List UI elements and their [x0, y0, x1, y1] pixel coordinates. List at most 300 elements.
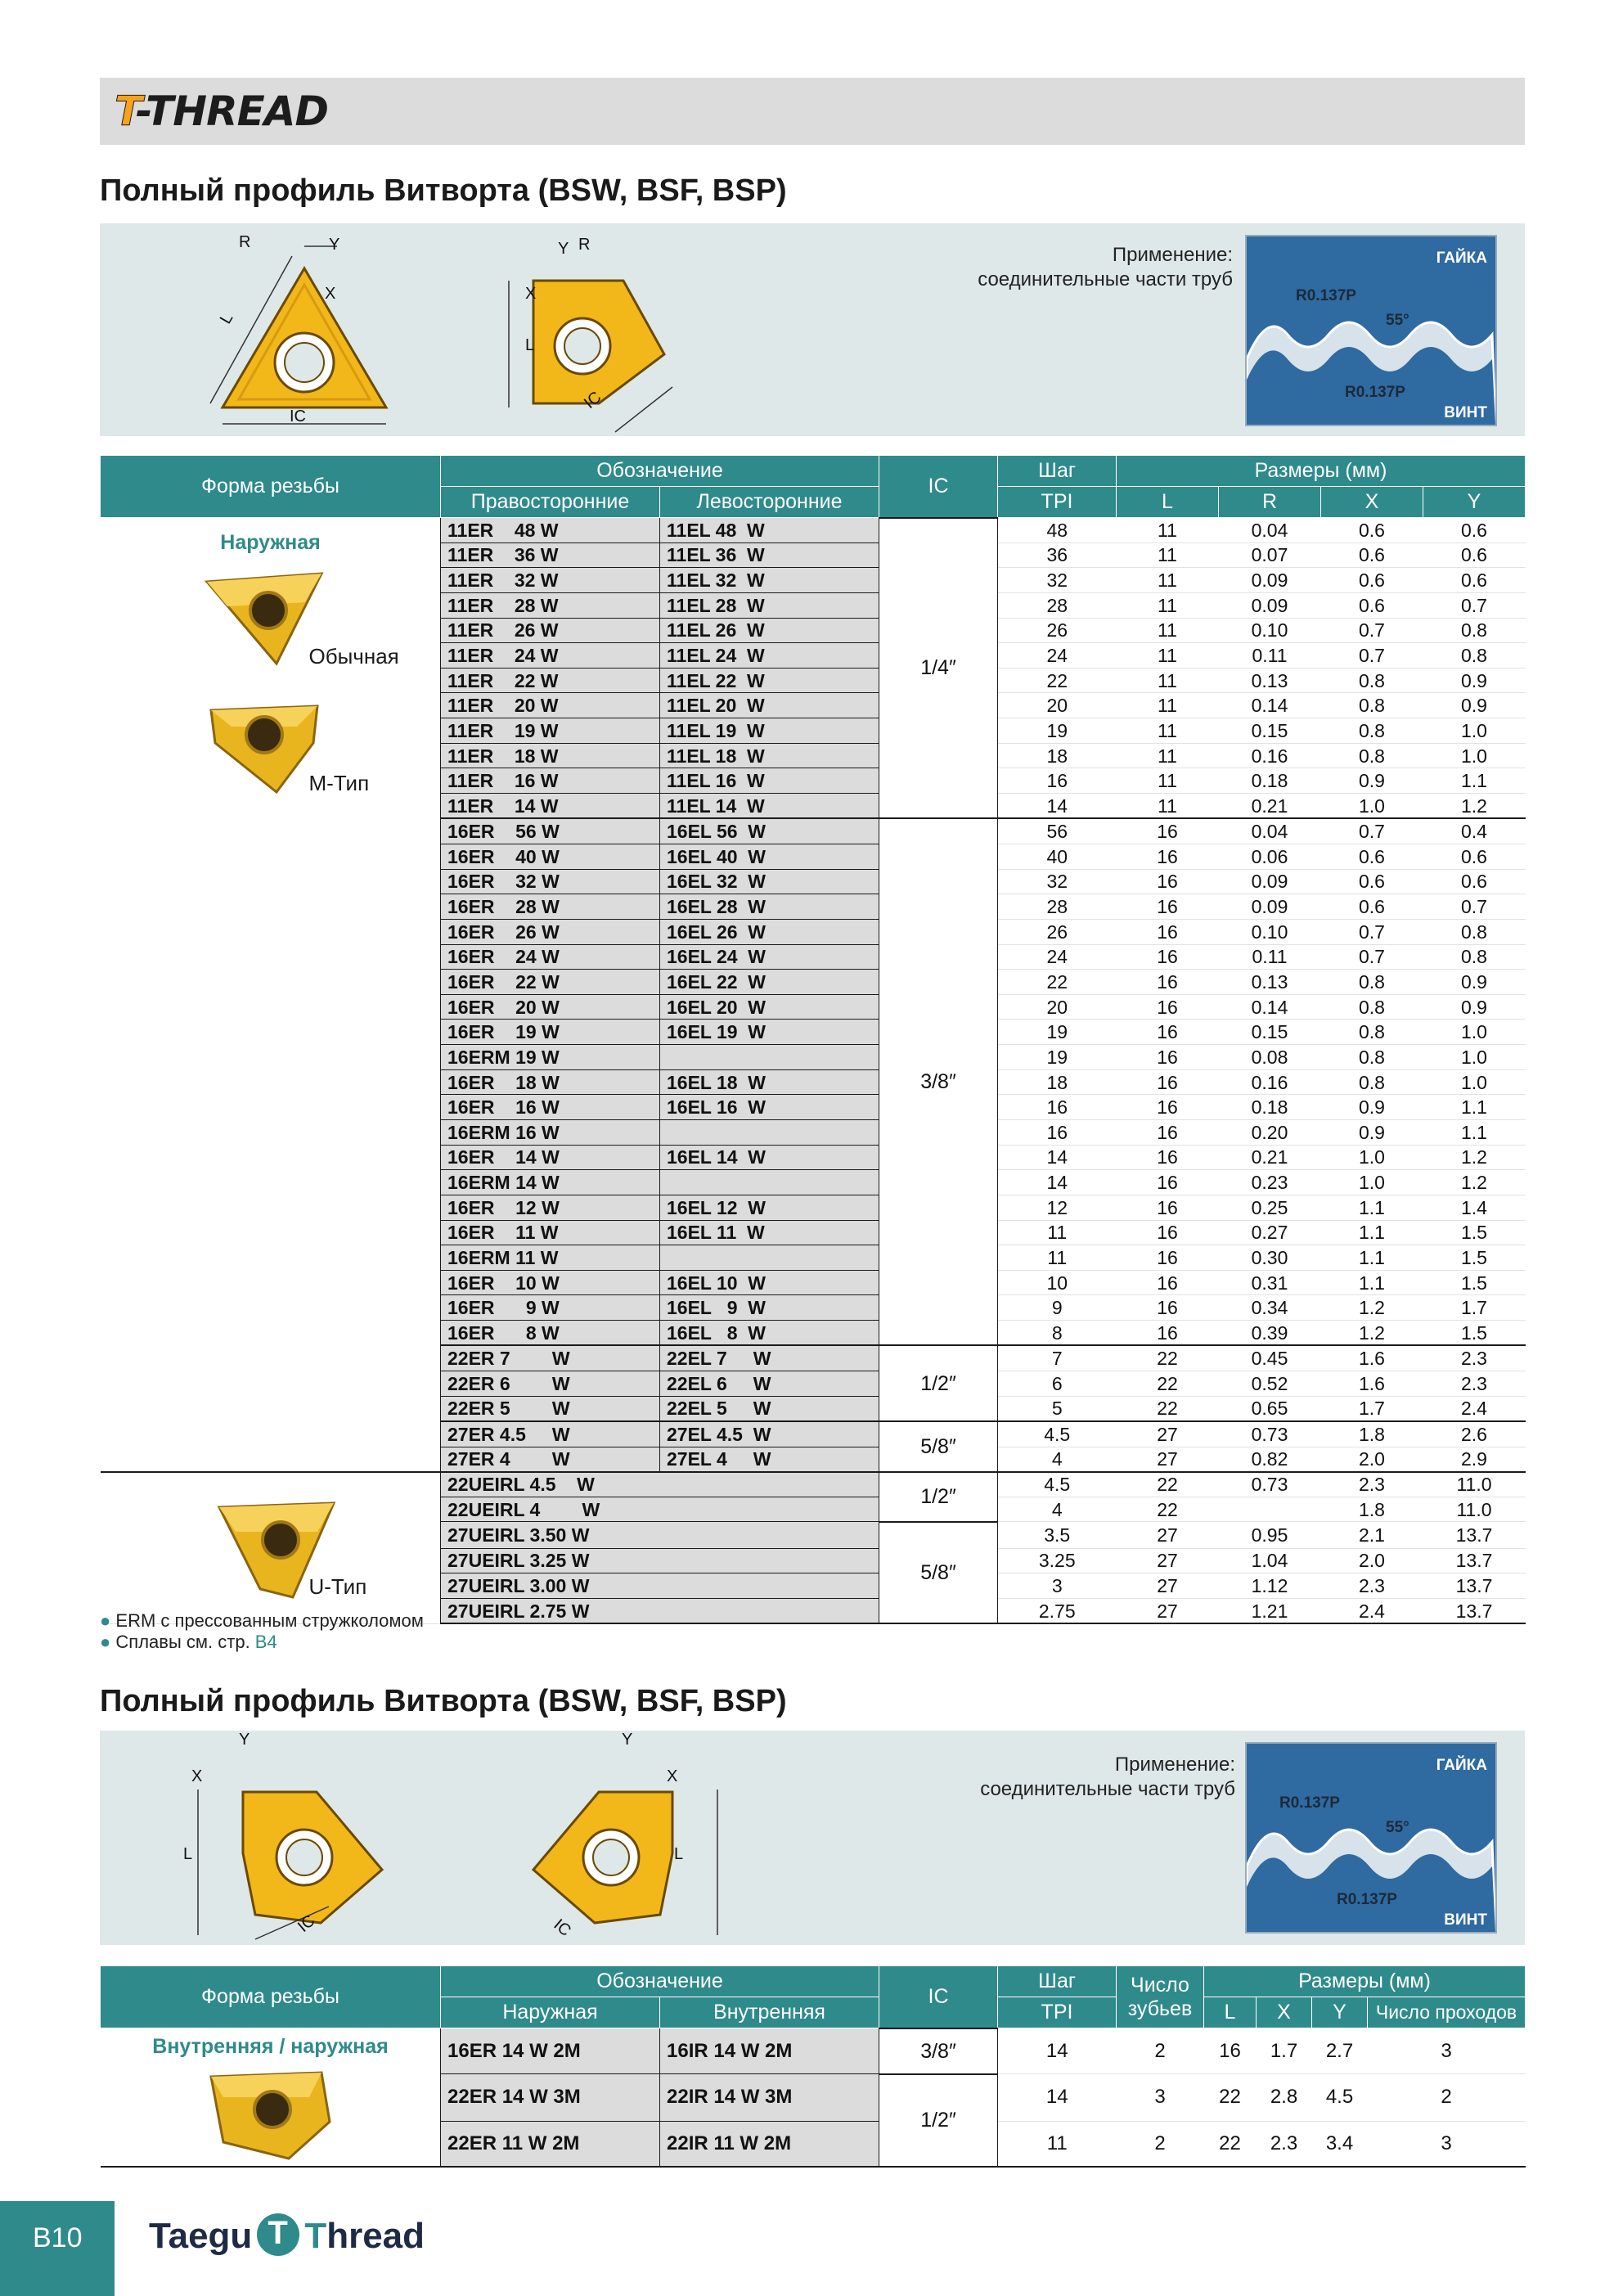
- code-u: 27UEIRL 3.00 W: [441, 1573, 879, 1599]
- code-left: 16EL 20 W: [660, 994, 879, 1020]
- value-cell: 16: [1117, 1170, 1219, 1195]
- profile-angle-2: 55°: [1386, 1819, 1409, 1836]
- code-right: 27ER 4.5 W: [441, 1421, 660, 1447]
- value-cell: 0.6: [1423, 844, 1526, 869]
- profile-radius-bottom-2: R0.137P: [1337, 1891, 1397, 1908]
- code-right: 16ER 12 W: [441, 1195, 660, 1220]
- value-cell: 0.9: [1423, 693, 1526, 718]
- code-right: 16ERM 16 W: [441, 1119, 660, 1145]
- value-cell: 0.23: [1219, 1170, 1321, 1195]
- value-cell: 3: [1117, 2074, 1204, 2122]
- code-right: 16ER 56 W: [441, 818, 660, 844]
- type-regular-label: Обычная: [308, 644, 399, 669]
- code-right: 11ER 28 W: [441, 592, 660, 618]
- label-x-4: X: [667, 1767, 678, 1785]
- value-cell: 1.6: [1321, 1371, 1423, 1397]
- value-cell: 11: [998, 2121, 1117, 2167]
- ic-cell: 5/8″: [879, 1421, 998, 1472]
- th-x: X: [1321, 487, 1423, 518]
- value-cell: 16: [998, 1095, 1117, 1120]
- value-cell: 11: [1117, 794, 1219, 819]
- code-external: 16ER 14 W 2M: [441, 2028, 660, 2074]
- value-cell: 0.7: [1423, 592, 1526, 618]
- value-cell: 13.7: [1423, 1573, 1526, 1599]
- code-left: 16EL 18 W: [660, 1069, 879, 1095]
- code-right: 11ER 18 W: [441, 743, 660, 768]
- code-left: 22EL 7 W: [660, 1345, 879, 1371]
- value-cell: 1.2: [1423, 1145, 1526, 1170]
- value-cell: 0.7: [1423, 894, 1526, 920]
- thread-form-external: [101, 518, 441, 1472]
- value-cell: 1.4: [1423, 1195, 1526, 1220]
- value-cell: 11.0: [1423, 1497, 1526, 1522]
- th-l: L: [1117, 487, 1219, 518]
- code-left: 11EL 16 W: [660, 768, 879, 794]
- value-cell: 1.5: [1423, 1321, 1526, 1346]
- value-cell: 1.2: [1423, 1170, 1526, 1195]
- value-cell: 0.10: [1219, 618, 1321, 643]
- th-form: Форма резьбы: [101, 456, 441, 518]
- code-left: 16EL 24 W: [660, 944, 879, 970]
- code-left: 16EL 19 W: [660, 1020, 879, 1045]
- value-cell: 4.5: [998, 1472, 1117, 1497]
- value-cell: 3: [1368, 2121, 1526, 2167]
- code-right: 16ER 8 W: [441, 1321, 660, 1346]
- value-cell: 0.04: [1219, 518, 1321, 543]
- th-y: Y: [1423, 487, 1526, 518]
- code-right: 16ER 16 W: [441, 1095, 660, 1120]
- label-l-3: L: [183, 1845, 193, 1863]
- multi-type-label: Внутренняя / наружная: [152, 2035, 389, 2058]
- value-cell: 16: [1117, 1119, 1219, 1145]
- code-u: 27UEIRL 3.25 W: [441, 1548, 879, 1573]
- profile-nut-label-2: ГАЙКА: [1436, 1757, 1487, 1774]
- value-cell: 0.8: [1423, 643, 1526, 669]
- value-cell: 12: [998, 1195, 1117, 1220]
- value-cell: 19: [998, 1045, 1117, 1070]
- value-cell: 4: [998, 1497, 1117, 1522]
- code-right: 16ER 32 W: [441, 869, 660, 894]
- value-cell: 13.7: [1423, 1598, 1526, 1623]
- code-left: [660, 1170, 879, 1195]
- code-left: 16EL 8 W: [660, 1321, 879, 1346]
- th-dims: Размеры (мм): [1117, 456, 1526, 487]
- spec-table-2: [100, 1965, 1526, 2168]
- value-cell: 0.9: [1321, 1095, 1423, 1120]
- value-cell: 0.16: [1219, 743, 1321, 768]
- code-right: 11ER 19 W: [441, 718, 660, 744]
- value-cell: 0.11: [1219, 643, 1321, 669]
- th2-pitch: Шаг: [998, 1966, 1117, 1997]
- code-left: 11EL 18 W: [660, 743, 879, 768]
- value-cell: 32: [998, 568, 1117, 593]
- code-right: 16ER 14 W: [441, 1145, 660, 1170]
- value-cell: 2.6: [1423, 1421, 1526, 1447]
- value-cell: 1.0: [1321, 794, 1423, 819]
- value-cell: 36: [998, 542, 1117, 568]
- th2-y: Y: [1312, 1997, 1368, 2028]
- code-left: 16EL 9 W: [660, 1295, 879, 1321]
- value-cell: 22: [1117, 1497, 1219, 1522]
- ic-cell: 1/2″: [879, 2074, 998, 2168]
- code-right: 11ER 36 W: [441, 542, 660, 568]
- value-cell: 20: [998, 994, 1117, 1020]
- value-cell: 16: [1117, 1095, 1219, 1120]
- th-designation: Обозначение: [441, 456, 879, 487]
- value-cell: 0.7: [1321, 944, 1423, 970]
- value-cell: 16: [1117, 1045, 1219, 1070]
- value-cell: 11: [1117, 668, 1219, 693]
- label-x-1: X: [325, 285, 336, 303]
- label-x-2: X: [525, 285, 537, 303]
- code-right: 16ERM 11 W: [441, 1245, 660, 1271]
- value-cell: 11: [1117, 518, 1219, 543]
- value-cell: 0.04: [1219, 818, 1321, 844]
- code-left: 16EL 32 W: [660, 869, 879, 894]
- th2-x: X: [1257, 1997, 1312, 2028]
- value-cell: 0.13: [1219, 668, 1321, 693]
- code-right: 11ER 22 W: [441, 668, 660, 693]
- page-number: B10: [33, 2222, 83, 2253]
- value-cell: 11: [1117, 643, 1219, 669]
- code-internal: 22IR 11 W 2M: [660, 2121, 879, 2167]
- code-right: 27ER 4 W: [441, 1447, 660, 1472]
- value-cell: 0.8: [1321, 718, 1423, 744]
- value-cell: 22: [998, 668, 1117, 693]
- application-note-2: Применение: соединительные части труб: [980, 1754, 1235, 1800]
- value-cell: 0.8: [1423, 618, 1526, 643]
- value-cell: 13.7: [1423, 1548, 1526, 1573]
- th2-form: Форма резьбы: [101, 1966, 441, 2028]
- value-cell: 2.0: [1321, 1447, 1423, 1472]
- label-l-2: L: [525, 336, 535, 354]
- value-cell: 2.3: [1423, 1345, 1526, 1371]
- value-cell: 0.25: [1219, 1195, 1321, 1220]
- value-cell: 6: [998, 1371, 1117, 1397]
- value-cell: 28: [998, 894, 1117, 920]
- value-cell: 1.12: [1219, 1573, 1321, 1599]
- code-right: 16ERM 14 W: [441, 1170, 660, 1195]
- type-wrap: [101, 1473, 441, 1623]
- value-cell: 0.6: [1321, 869, 1423, 894]
- value-cell: 22: [1117, 1371, 1219, 1397]
- value-cell: 0.14: [1219, 994, 1321, 1020]
- code-internal: 22IR 14 W 3M: [660, 2074, 879, 2122]
- value-cell: 11: [1117, 718, 1219, 744]
- value-cell: 0.6: [1321, 542, 1423, 568]
- type-m-label: M-Тип: [308, 771, 370, 795]
- value-cell: 1.7: [1423, 1295, 1526, 1321]
- value-cell: 11: [1117, 693, 1219, 718]
- code-left: [660, 1119, 879, 1145]
- value-cell: 1.04: [1219, 1548, 1321, 1573]
- value-cell: 0.10: [1219, 919, 1321, 944]
- value-cell: 2.0: [1321, 1548, 1423, 1573]
- value-cell: 0.7: [1321, 818, 1423, 844]
- value-cell: 1.8: [1321, 1421, 1423, 1447]
- value-cell: 16: [1117, 1245, 1219, 1271]
- value-cell: 16: [1117, 1195, 1219, 1220]
- value-cell: 1.5: [1423, 1270, 1526, 1295]
- thread-profile-2: [1245, 1742, 1497, 1934]
- value-cell: 11: [1117, 743, 1219, 768]
- code-left: 11EL 14 W: [660, 794, 879, 819]
- value-cell: [1219, 1497, 1321, 1522]
- value-cell: 4.5: [1312, 2074, 1368, 2122]
- profile-screw-label: ВИНТ: [1444, 404, 1487, 421]
- value-cell: 0.06: [1219, 844, 1321, 869]
- value-cell: 0.6: [1423, 542, 1526, 568]
- value-cell: 0.82: [1219, 1447, 1321, 1472]
- code-left: 16EL 16 W: [660, 1095, 879, 1120]
- value-cell: 1.1: [1423, 1095, 1526, 1120]
- code-left: 16EL 14 W: [660, 1145, 879, 1170]
- code-left: 22EL 6 W: [660, 1371, 879, 1397]
- value-cell: 9: [998, 1295, 1117, 1321]
- value-cell: 11: [1117, 592, 1219, 618]
- value-cell: 22: [1117, 1345, 1219, 1371]
- code-left: 11EL 36 W: [660, 542, 879, 568]
- value-cell: 11: [1117, 542, 1219, 568]
- value-cell: 3.5: [998, 1522, 1117, 1548]
- value-cell: 1.5: [1423, 1220, 1526, 1245]
- value-cell: 0.4: [1423, 818, 1526, 844]
- th-right: Правосторонние: [441, 487, 660, 518]
- value-cell: 0.6: [1321, 568, 1423, 593]
- value-cell: 10: [998, 1270, 1117, 1295]
- value-cell: 1.7: [1257, 2028, 1312, 2074]
- code-right: 11ER 26 W: [441, 618, 660, 643]
- value-cell: 1.1: [1423, 1119, 1526, 1145]
- value-cell: 0.6: [1423, 518, 1526, 543]
- profile-radius-top-2: R0.137P: [1279, 1794, 1340, 1812]
- value-cell: 11.0: [1423, 1472, 1526, 1497]
- value-cell: 16: [1117, 1321, 1219, 1346]
- th2-tpi: TPI: [998, 1997, 1117, 2028]
- value-cell: 16: [1117, 1145, 1219, 1170]
- value-cell: 16: [1117, 1295, 1219, 1321]
- code-left: 16EL 11 W: [660, 1220, 879, 1245]
- th-ic: IC: [879, 456, 998, 518]
- code-left: 11EL 28 W: [660, 592, 879, 618]
- profile-radius-top: R0.137P: [1296, 287, 1356, 304]
- table-row: [101, 518, 1526, 543]
- value-cell: 26: [998, 919, 1117, 944]
- th-r: R: [1219, 487, 1321, 518]
- label-y-4: Y: [622, 1731, 633, 1749]
- value-cell: 0.15: [1219, 1020, 1321, 1045]
- value-cell: 0.8: [1321, 994, 1423, 1020]
- note-alloys: ● Сплавы см. стр. B4: [100, 1632, 277, 1652]
- footer-logo: TaeguT Thread: [149, 2216, 425, 2259]
- value-cell: 1.0: [1321, 1145, 1423, 1170]
- value-cell: 2.3: [1423, 1371, 1526, 1397]
- th2-teeth: Число зубьев: [1117, 1966, 1204, 2028]
- value-cell: 1.1: [1321, 1245, 1423, 1271]
- header-banner: [100, 78, 1525, 145]
- profile-nut-label: ГАЙКА: [1436, 250, 1487, 267]
- value-cell: 27: [1117, 1421, 1219, 1447]
- value-cell: 11: [1117, 568, 1219, 593]
- value-cell: 22: [1117, 1396, 1219, 1421]
- value-cell: 16: [1117, 1020, 1219, 1045]
- value-cell: 16: [1117, 1270, 1219, 1295]
- insert-photo-multi: [199, 2064, 338, 2163]
- value-cell: 0.34: [1219, 1295, 1321, 1321]
- value-cell: 4: [998, 1447, 1117, 1472]
- ic-cell: 3/8″: [879, 2028, 998, 2074]
- value-cell: 18: [998, 1069, 1117, 1095]
- value-cell: 0.8: [1321, 1045, 1423, 1070]
- label-l-4: L: [674, 1845, 684, 1863]
- value-cell: 0.45: [1219, 1345, 1321, 1371]
- code-external: 22ER 14 W 3M: [441, 2074, 660, 2122]
- value-cell: 2: [1117, 2121, 1204, 2167]
- code-right: 11ER 32 W: [441, 568, 660, 593]
- thread-form-u-type: [101, 1472, 441, 1623]
- value-cell: 1.0: [1423, 1020, 1526, 1045]
- value-cell: 5: [998, 1396, 1117, 1421]
- value-cell: 0.18: [1219, 768, 1321, 794]
- code-right: 11ER 14 W: [441, 794, 660, 819]
- value-cell: 20: [998, 693, 1117, 718]
- value-cell: 16: [1117, 994, 1219, 1020]
- code-left: 16EL 12 W: [660, 1195, 879, 1220]
- value-cell: 2.3: [1321, 1472, 1423, 1497]
- footnotes: [100, 1610, 424, 1653]
- code-right: 16ERM 19 W: [441, 1045, 660, 1070]
- value-cell: 0.8: [1321, 1069, 1423, 1095]
- value-cell: 16: [1117, 970, 1219, 995]
- value-cell: 16: [1204, 2028, 1257, 2074]
- code-left: 16EL 22 W: [660, 970, 879, 995]
- value-cell: 27: [1117, 1447, 1219, 1472]
- value-cell: 0.18: [1219, 1095, 1321, 1120]
- value-cell: 2.8: [1257, 2074, 1312, 2122]
- code-right: 16ER 24 W: [441, 944, 660, 970]
- value-cell: 1.1: [1321, 1220, 1423, 1245]
- value-cell: 1.0: [1423, 1045, 1526, 1070]
- code-external: 22ER 11 W 2M: [441, 2121, 660, 2167]
- value-cell: 48: [998, 518, 1117, 543]
- value-cell: 0.95: [1219, 1522, 1321, 1548]
- value-cell: 0.52: [1219, 1371, 1321, 1397]
- code-u: 22UEIRL 4.5 W: [441, 1472, 879, 1497]
- code-u: 27UEIRL 2.75 W: [441, 1598, 879, 1623]
- value-cell: 16: [998, 1119, 1117, 1145]
- value-cell: 0.07: [1219, 542, 1321, 568]
- spec-table-1: [100, 455, 1526, 1624]
- value-cell: 16: [1117, 1069, 1219, 1095]
- code-left: 11EL 24 W: [660, 643, 879, 669]
- value-cell: 0.7: [1321, 643, 1423, 669]
- code-left: 16EL 28 W: [660, 894, 879, 920]
- value-cell: 1.1: [1321, 1270, 1423, 1295]
- value-cell: 0.08: [1219, 1045, 1321, 1070]
- value-cell: 0.6: [1321, 894, 1423, 920]
- label-y-3: Y: [239, 1731, 250, 1749]
- code-left: 27EL 4.5 W: [660, 1421, 879, 1447]
- value-cell: 0.16: [1219, 1069, 1321, 1095]
- code-left: 11EL 20 W: [660, 693, 879, 718]
- ic-cell: 1/4″: [879, 518, 998, 819]
- value-cell: 0.8: [1321, 743, 1423, 768]
- value-cell: 0.31: [1219, 1270, 1321, 1295]
- value-cell: 1.2: [1321, 1321, 1423, 1346]
- value-cell: 0.27: [1219, 1220, 1321, 1245]
- code-right: 16ER 28 W: [441, 894, 660, 920]
- th-tpi: TPI: [998, 487, 1117, 518]
- value-cell: 4.5: [998, 1421, 1117, 1447]
- value-cell: 0.6: [1321, 518, 1423, 543]
- value-cell: 2.3: [1257, 2121, 1312, 2167]
- code-right: 22ER 5 W: [441, 1396, 660, 1421]
- code-right: 16ER 11 W: [441, 1220, 660, 1245]
- code-u: 22UEIRL 4 W: [441, 1497, 879, 1522]
- value-cell: 14: [998, 2074, 1117, 2122]
- value-cell: 2.75: [998, 1598, 1117, 1623]
- code-left: 27EL 4 W: [660, 1447, 879, 1472]
- alloys-page-link[interactable]: B4: [254, 1632, 277, 1652]
- value-cell: 0.9: [1423, 668, 1526, 693]
- value-cell: 16: [1117, 919, 1219, 944]
- code-left: 22EL 5 W: [660, 1396, 879, 1421]
- application-note-1: Применение: соединительные части труб: [978, 244, 1233, 290]
- value-cell: 2.9: [1423, 1447, 1526, 1472]
- code-left: 16EL 40 W: [660, 844, 879, 869]
- value-cell: 3: [998, 1573, 1117, 1599]
- section-title-2: Полный профиль Витворта (BSW, BSF, BSP): [100, 1684, 787, 1718]
- th2-l: L: [1204, 1997, 1257, 2028]
- code-right: 16ER 20 W: [441, 994, 660, 1020]
- value-cell: 13.7: [1423, 1522, 1526, 1548]
- insert-diagram-m-type: [468, 223, 681, 436]
- note-erm: ● ERM с прессованным стружколомом: [100, 1610, 424, 1631]
- value-cell: 27: [1117, 1548, 1219, 1573]
- code-right: 16ER 9 W: [441, 1295, 660, 1321]
- value-cell: 18: [998, 743, 1117, 768]
- value-cell: 0.39: [1219, 1321, 1321, 1346]
- value-cell: 1.6: [1321, 1345, 1423, 1371]
- value-cell: 0.9: [1321, 768, 1423, 794]
- value-cell: 1.0: [1321, 1170, 1423, 1195]
- diagram-panel-2: [100, 1731, 1525, 1945]
- value-cell: 0.6: [1321, 844, 1423, 869]
- value-cell: 2.4: [1321, 1598, 1423, 1623]
- value-cell: 3.25: [998, 1548, 1117, 1573]
- code-left: [660, 1045, 879, 1070]
- value-cell: 0.73: [1219, 1472, 1321, 1497]
- taegu-t-icon: [257, 2213, 299, 2256]
- profile-screw-label-2: ВИНТ: [1444, 1911, 1487, 1929]
- value-cell: 2: [1368, 2074, 1526, 2122]
- profile-radius-bottom: R0.137P: [1345, 384, 1405, 401]
- th2-passes: Число проходов: [1368, 1997, 1526, 2028]
- value-cell: 0.30: [1219, 1245, 1321, 1271]
- value-cell: 2.4: [1423, 1396, 1526, 1421]
- value-cell: 24: [998, 944, 1117, 970]
- value-cell: 14: [998, 1145, 1117, 1170]
- code-right: 16ER 19 W: [441, 1020, 660, 1045]
- value-cell: 0.9: [1423, 970, 1526, 995]
- value-cell: 16: [1117, 1220, 1219, 1245]
- value-cell: 0.14: [1219, 693, 1321, 718]
- value-cell: 14: [998, 794, 1117, 819]
- value-cell: 16: [1117, 944, 1219, 970]
- value-cell: 2.3: [1321, 1573, 1423, 1599]
- value-cell: 0.6: [1423, 869, 1526, 894]
- value-cell: 22: [1117, 1472, 1219, 1497]
